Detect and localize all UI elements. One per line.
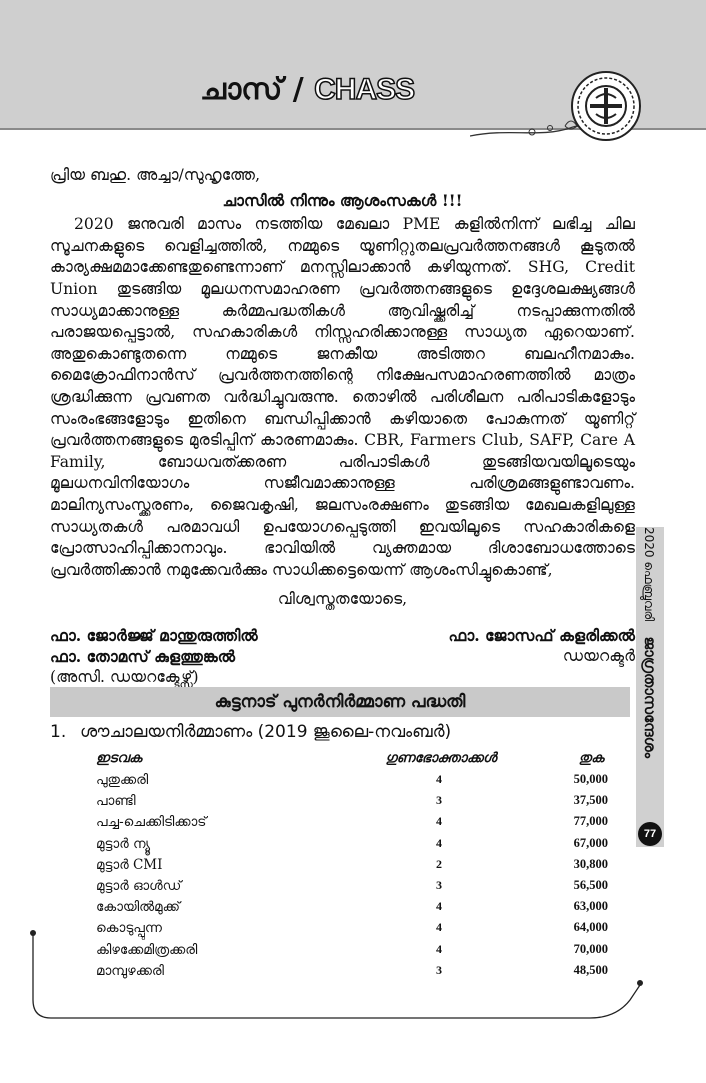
table-row bbox=[96, 899, 608, 920]
table-row bbox=[96, 920, 608, 941]
signature-role: (അസി. ഡയറക്ടേഴ്സ്) bbox=[50, 667, 199, 686]
amount-cell: 37,500 bbox=[573, 793, 608, 808]
table-row bbox=[96, 878, 608, 899]
table-row bbox=[96, 942, 608, 963]
amount-cell: 77,000 bbox=[573, 814, 608, 829]
table-row bbox=[96, 814, 608, 835]
table-row bbox=[96, 857, 608, 878]
table-row bbox=[96, 963, 608, 984]
parish-cell: പുതുക്കരി bbox=[96, 772, 149, 788]
amount-cell: 67,000 bbox=[573, 835, 608, 850]
beneficiaries-cell: 3 bbox=[436, 962, 442, 977]
parish-cell: മുട്ടാർ ന്യൂ bbox=[96, 835, 151, 852]
signature-row-2 bbox=[50, 646, 635, 667]
amount-cell: 63,000 bbox=[573, 899, 608, 914]
amount-cell: 30,800 bbox=[573, 856, 608, 871]
parish-cell: പച്ച-ചെക്കിടിക്കാട് bbox=[96, 814, 207, 831]
item-number: 1. bbox=[50, 722, 67, 742]
amount-cell: 56,500 bbox=[573, 877, 608, 892]
salutation: പ്രിയ ബഹു. അച്ചാ/സുഹൃത്തേ, bbox=[50, 166, 261, 184]
letter-paragraph: 2020 ജനുവരി മാസം നടത്തിയ മേഖലാ PME കളിൽനിന്ന് ലഭിച്ച ചില സൂചനകളുടെ വെളിച്ചത്തിൽ, നമ്മുടെ യൂണിറ്റുതലപ്രവർത്തനങ്ങൾ കൂടുതൽ കാര്യക്ഷമമാക്കേണ്ടതുണ്ടെന്നാണ് മനസ്സിലാക്കാൻ കഴിയുന്നത്. SHG, Credit Union തുടങ്ങിയ മൂലധനസമാഹരണ പ്രവർത്തനങ്ങളുടെ ഉദ്ദേശലക്ഷ്യങ്ങൾ സാധ്യമാക്കാനുള്ള കർമ്മപദ്ധതികൾ ആവിഷ്ക്കരിച്ച് നടപ്പാക്കുന്നതിൽ പരാജയപ്പെട്ടാൽ, സഹകാരികൾ നിസ്സഹരിക്കാനുള്ള സാധ്യത ഏറെയാണ്. അതുകൊണ്ടുതന്നെ നമ്മുടെ ജനകീയ അടിത്തറ ബലഹീനമാകും. മൈക്രോഫിനാൻസ് പ്രവർത്തനത്തിന്റെ നിക്ഷേപസമാഹരണത്തിൽ മാത്രം ശ്രദ്ധിക്കുന്ന പ്രവണത വർദ്ധിച്ചുവരുന്നു. തൊഴിൽ പരിശീലന പരിപാടികളോടും സംരംഭങ്ങളോടും ഇതിനെ ബന്ധിപ്പിക്കാൻ കഴിയാതെ പോകുന്നത് യൂണിറ്റ് പ്രവർത്തനങ്ങളുടെ മുരടിപ്പിന് കാരണമാകും. CBR, Farmers Club, SAFP, Care A Family, ബോധവത്ക്കരണ പരിപാടികൾ തുടങ്ങിയവയിലൂടെയും മൂലധനവിനിയോഗം സജീവമാക്കാനുള്ള പരിശ്രമങ്ങളുണ്ടാവണം. മാലിന്യസംസ്ക്കരണം, ജൈവകൃഷി, ജലസംരക്ഷണം തുടങ്ങിയ മേഖലകളിലുള്ള സാധ്യതകൾ പരമാവധി ഉപയോഗപ്പെടുത്തി ഇവയിലൂടെ സഹകാരികളെ പ്രോത്സാഹിപ്പിക്കാനാവും. ഭാവിയിൽ വ്യക്തമായ ദിശാബോധത്തോടെ പ്രവർത്തിക്കാൻ നമുക്കേവർക്കും സാധിക്കട്ടെയെന്ന് ആശംസിച്ചുകൊണ്ട്, bbox=[50, 215, 635, 579]
page-title bbox=[200, 72, 414, 107]
header-amount: തുക bbox=[578, 750, 604, 766]
amount-cell: 50,000 bbox=[573, 772, 608, 786]
table-row bbox=[96, 772, 608, 793]
beneficiaries-cell: 4 bbox=[436, 920, 442, 935]
amount-cell: 70,000 bbox=[573, 941, 608, 956]
beneficiaries-cell: 3 bbox=[436, 793, 442, 808]
parish-cell: മാമ്പുഴക്കരി bbox=[96, 962, 164, 979]
beneficiaries-cell: 4 bbox=[436, 835, 442, 850]
parish-cell: കോയിൽമുക്ക് bbox=[96, 899, 180, 916]
header-beneficiaries: ഗുണഭോക്താക്കൾ bbox=[385, 750, 497, 766]
side-tab bbox=[636, 527, 664, 907]
parish-cell: കിഴക്കേമിത്രക്കരി bbox=[96, 941, 198, 958]
parish-cell: കൊടുപ്പുന്ന bbox=[96, 920, 162, 937]
section-title: കുട്ടനാട് പുനർനിർമ്മാണ പദ്ധതി bbox=[50, 687, 630, 717]
signature-right-1: ഫാ. ജോസഫ് കളരിക്കൽ bbox=[448, 625, 635, 645]
beneficiaries-cell: 4 bbox=[436, 899, 442, 914]
table-row bbox=[96, 793, 608, 814]
parish-cell: മുട്ടാർ ഓൾഡ് bbox=[96, 877, 182, 894]
magazine-name: ജാഗ്രതാസന്ദേശം bbox=[641, 636, 659, 759]
title-english: CHASS bbox=[314, 73, 415, 106]
item-title-text: ശൗചാലയനിർമ്മാണം (2019 ജൂലൈ-നവംബർ) bbox=[80, 722, 452, 742]
beneficiaries-cell: 4 bbox=[436, 772, 442, 786]
signature-left-1: ഫാ. ജോർജ്ജ് മാന്തുരുത്തിൽ bbox=[50, 625, 258, 645]
greeting: ചാസിൽ നിന്നും ആശംസകൾ !!! bbox=[222, 190, 463, 210]
signature-row-1 bbox=[50, 625, 635, 646]
issue-date: 2020 ഫെബ്രുവരി bbox=[642, 527, 656, 622]
amount-cell: 64,000 bbox=[573, 920, 608, 935]
signature-right-2: ഡയറക്ടർ bbox=[562, 646, 635, 665]
beneficiaries-cell: 4 bbox=[436, 941, 442, 956]
letter-body bbox=[50, 165, 635, 688]
page-number: 77 bbox=[638, 822, 662, 846]
closing: വിശ്വസ്തതയോടെ, bbox=[277, 590, 408, 609]
amount-cell: 48,500 bbox=[573, 962, 608, 977]
table-body bbox=[96, 772, 608, 984]
item-title bbox=[50, 722, 451, 742]
table-header bbox=[96, 750, 608, 772]
beneficiary-table bbox=[96, 750, 608, 984]
header-parish: ഇടവക bbox=[96, 750, 142, 766]
signature-left-2: ഫാ. തോമസ് കുളത്തുങ്കൽ bbox=[50, 646, 236, 666]
beneficiaries-cell: 2 bbox=[436, 856, 442, 871]
chass-logo-icon bbox=[570, 70, 642, 142]
parish-cell: പാണ്ടി bbox=[96, 793, 136, 810]
title-malayalam: ചാസ് / bbox=[200, 72, 315, 107]
side-tab-text bbox=[636, 527, 664, 847]
beneficiaries-cell: 4 bbox=[436, 814, 442, 829]
beneficiaries-cell: 3 bbox=[436, 877, 442, 892]
table-row bbox=[96, 836, 608, 857]
parish-cell: മുട്ടാർ CMI bbox=[96, 856, 163, 873]
